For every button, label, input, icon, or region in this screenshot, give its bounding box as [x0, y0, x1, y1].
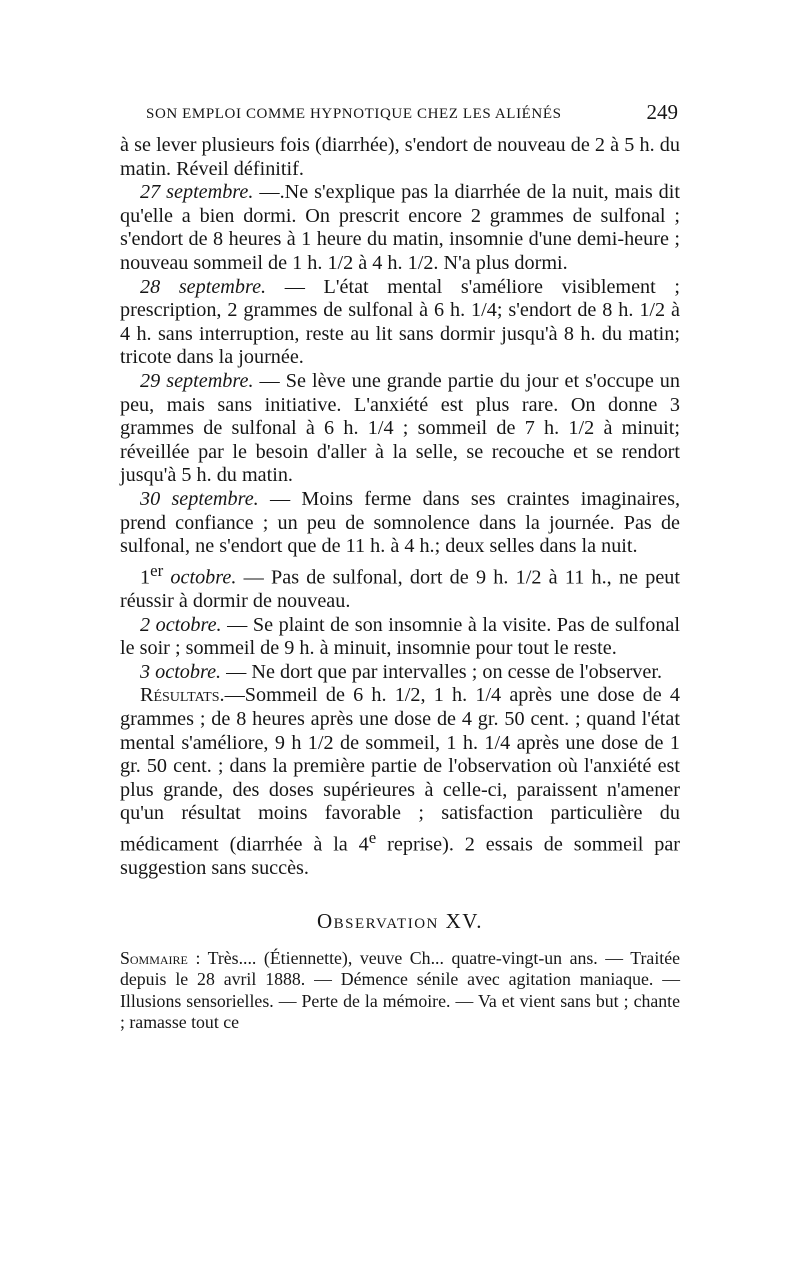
entry-28-september	[120, 276, 680, 370]
page-number: 249	[646, 100, 678, 124]
running-title: SON EMPLOI COMME HYPNOTIQUE CHEZ LES ALIÉNÉS	[146, 106, 562, 122]
continued-paragraph: à se lever plusieurs fois (diarrhée), s'endort de nouveau de 2 à 5 h. du matin. Réveil définitif.	[120, 134, 680, 180]
entry-date: 3 octobre.	[140, 660, 222, 683]
body-text	[120, 134, 680, 881]
entry-text: — Se plaint de son insomnie à la visite. Pas de sulfonal le soir ; sommeil de 9 h. à minuit, insomnie pour tout le reste.	[120, 613, 680, 660]
results-label: Résultats.	[140, 684, 225, 707]
results-text-end: reprise). 2 essais de sommeil par suggestion sans succès.	[120, 833, 680, 880]
entry-text: — Se lève une grande partie du jour et s'occupe un peu, mais sans initiative. L'anxiété est plus rare. On donne 3 grammes de sulfonal à 6 h. 1/4 ; sommeil de 7 h. 1/2 à minuit; réveillée par le besoin d'aller à la selle, se recouche et se rendort jusqu'à 5 h. du matin.	[120, 369, 680, 487]
entry-29-september	[120, 370, 680, 488]
summary-text: : Très.... (Étiennette), veuve Ch... quatre-vingt-un ans. — Traitée depuis le 28 avril 1888. — Démence sénile avec agitation maniaque. — Illusions sensorielles. — Perte de la mémoire. — Va et vient sans but ; chante ; ramasse tout ce	[120, 947, 680, 1033]
entry-date: octobre.	[163, 566, 237, 589]
entry-day: 1	[140, 566, 151, 589]
entry-text: — L'état mental s'améliore visiblement ; prescription, 2 grammes de sulfonal à 6 h. 1/4; s'endort de 8 h. 1/2 à 4 h. sans interruption, reste au lit sans dormir jusqu'à 8 h. du matin; tricote dans la journée.	[120, 275, 680, 369]
entry-3-october	[120, 661, 680, 685]
entry-text: — Pas de sulfonal, dort de 9 h. 1/2 à 11 h., ne peut réussir à dormir de nouveau.	[120, 566, 680, 613]
observation-title: Observation XV.	[317, 908, 483, 933]
entry-text: — Ne dort que par intervalles ; on cesse de l'observer.	[221, 660, 663, 683]
ordinal-superscript: e	[368, 827, 377, 847]
entry-text: —.Ne s'explique pas la diarrhée de la nuit, mais dit qu'elle a bien dormi. On prescrit encore 2 grammes de sulfonal ; s'endort de 8 heures à 1 heure du matin, insomnie d'une demi-heure ; nouveau sommeil de 1 h. 1/2 à 4 h. 1/2. N'a plus dormi.	[120, 181, 680, 274]
entry-1-october	[120, 559, 680, 614]
entry-date: 30 septembre.	[140, 487, 259, 510]
ordinal-superscript: er	[150, 560, 164, 580]
book-page	[120, 96, 680, 1034]
entry-text: — Moins ferme dans ses craintes imaginaires, prend confiance ; un peu de somnolence dans la journée. Pas de sulfonal, ne s'endort que de 11 h. à 4 h.; deux selles dans la nuit.	[120, 487, 681, 558]
entry-date: 27 septembre.	[140, 181, 254, 204]
entry-date: 28 septembre.	[140, 275, 267, 298]
entry-2-october	[120, 614, 680, 661]
entry-27-september	[120, 181, 680, 275]
entry-date: 2 octobre.	[140, 613, 222, 636]
page-header	[120, 96, 680, 126]
results-paragraph	[120, 684, 680, 880]
summary-label: Sommaire	[120, 947, 188, 968]
entry-date: 29 septembre.	[140, 369, 254, 392]
results-text: —Sommeil de 6 h. 1/2, 1 h. 1/4 après une dose de 4 grammes ; de 8 heures après une dose de 4 gr. 50 cent. ; quand l'état mental s'améliore, 9 h 1/2 de sommeil, 1 h. 1/4 après une dose de 1 gr. 50 cent. ; dans la première partie de l'observation où l'anxiété est plus grande, des doses supérieures à celle-ci, paraissent n'amener qu'un résultat moins favorable ; satisfaction particulière du médicament (diarrhée à la 4	[120, 684, 680, 856]
observation-summary	[120, 948, 680, 1034]
summary-paragraph	[120, 948, 680, 1034]
entry-30-september	[120, 488, 680, 559]
